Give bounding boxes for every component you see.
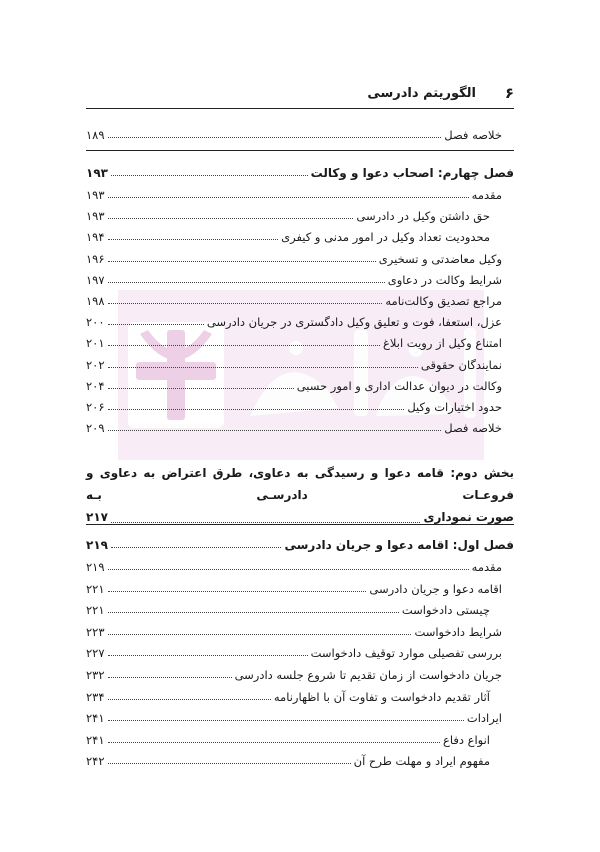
dot-leader xyxy=(108,137,442,138)
toc-entry-title: انواع دفاع xyxy=(442,732,490,747)
toc-entry-title: بررسی تفصیلی موارد توقیف دادخواست xyxy=(310,646,502,661)
page-header xyxy=(86,82,514,109)
toc-page-number: ۲۱۹ xyxy=(86,560,105,574)
toc-row xyxy=(86,224,514,244)
toc-entry-title: شرایط وکالت در دعاوی xyxy=(387,272,502,287)
toc-entry-title: آثار تقدیم دادخواست و تفاوت آن با اظهارنامه xyxy=(273,689,490,704)
toc-page-number: ۱۹۳ xyxy=(86,209,105,224)
toc-entry-title: امتناع وکیل از رویت ابلاغ xyxy=(383,336,502,351)
toc-row xyxy=(86,576,514,596)
toc-page-number: ۲۰۴ xyxy=(86,378,105,393)
toc-page-number: ۱۹۳ xyxy=(86,166,108,180)
toc-page-number: ۱۹۳ xyxy=(86,188,105,202)
toc-page-number: ۲۳۴ xyxy=(86,689,105,704)
toc-row xyxy=(86,352,514,372)
dot-leader xyxy=(111,522,421,523)
toc-page-number: ۲۰۹ xyxy=(86,421,105,436)
dot-leader xyxy=(108,430,442,431)
toc-row xyxy=(86,267,514,287)
toc-page-number: ۲۰۲ xyxy=(86,357,105,372)
toc-page-number: ۲۰۰ xyxy=(86,315,105,330)
toc-row xyxy=(86,554,514,574)
toc-page-number: ۲۰۱ xyxy=(86,336,105,351)
toc-row xyxy=(86,246,514,266)
dot-leader xyxy=(108,282,385,283)
dot-leader xyxy=(108,569,469,570)
toc-entry-title: ایرادات xyxy=(466,711,502,726)
dot-leader xyxy=(108,324,204,325)
dot-leader xyxy=(108,367,418,368)
dot-leader xyxy=(108,409,405,410)
toc-page-number: ۱۹۴ xyxy=(86,230,105,245)
toc-entry-title: چیستی دادخواست xyxy=(401,603,490,618)
toc-row xyxy=(86,309,514,329)
toc-entry-title: فصل اول: اقامه دعوا و جریان دادرسی xyxy=(284,538,514,552)
toc-row xyxy=(86,748,514,768)
toc-row xyxy=(86,122,514,142)
toc-entry-title: وکیل معاضدتی و تسخیری xyxy=(378,251,502,266)
toc-page-number: ۲۲۷ xyxy=(86,646,105,661)
toc-entry-title: مقدمه xyxy=(471,188,502,202)
toc-page-number: ۲۲۱ xyxy=(86,603,105,618)
toc-entry-title: شرایط دادخواست xyxy=(414,624,502,639)
toc-page-number: ۲۲۱ xyxy=(86,581,105,596)
toc-entry-title: اقامه دعوا و جریان دادرسی xyxy=(369,581,502,596)
dot-leader xyxy=(108,591,367,592)
toc-row xyxy=(86,394,514,414)
dot-leader xyxy=(108,239,279,240)
toc-row xyxy=(86,727,514,747)
dot-leader xyxy=(108,303,383,304)
toc-entry-title: عزل، استعفا، فوت و تعلیق وکیل دادگستری در جریان دادرسی xyxy=(206,315,502,330)
dot-leader xyxy=(111,547,281,548)
toc-page-number: ۲۴۲ xyxy=(86,754,105,769)
toc-page-number: ۲۲۳ xyxy=(86,624,105,639)
part-title-line2-row xyxy=(86,506,514,528)
toc-entry-title: مقدمه xyxy=(471,560,502,574)
toc-page-number: ۲۴۱ xyxy=(86,732,105,747)
page-number: ۶ xyxy=(504,84,514,102)
toc-page-number: ۲۳۲ xyxy=(86,668,105,682)
toc-row xyxy=(86,619,514,639)
toc-entry-title: فصل چهارم: اصحاب دعوا و وکالت xyxy=(310,166,514,180)
toc-row xyxy=(86,597,514,617)
toc-page-number: ۲۰۶ xyxy=(86,400,105,414)
toc-row xyxy=(86,182,514,202)
toc-page-number: ۲۱۹ xyxy=(86,538,108,552)
section-divider xyxy=(86,150,514,151)
part-title-line1: بخش دوم: قامه دعوا و رسیدگی به دعاوی، طرق اعتراض به دعاوی و فروعـات دادرسـی بـه xyxy=(86,466,514,502)
toc-entry-title: وکالت در دیوان عدالت اداری و امور حسبی xyxy=(296,378,502,393)
dot-leader xyxy=(108,699,271,700)
part-page-number: ۲۱۷ xyxy=(86,510,108,524)
toc-row xyxy=(86,373,514,393)
toc-row xyxy=(86,203,514,223)
dot-leader xyxy=(108,720,464,721)
toc-row xyxy=(86,705,514,725)
toc-row xyxy=(86,684,514,704)
toc-entry-title: خلاصه فصل xyxy=(444,128,502,142)
dot-leader xyxy=(108,345,381,346)
toc-chapter-row xyxy=(86,160,514,180)
toc-entry-title: مفهوم ایراد و مهلت طرح آن xyxy=(353,754,490,769)
toc-row xyxy=(86,415,514,435)
toc-entry-title: جریان دادخواست از زمان تقدیم تا شروع جلسه دادرسی xyxy=(234,668,502,682)
toc-entry-title: مراجع تصدیق وکالت‌نامه xyxy=(385,294,502,308)
toc-chapter-row xyxy=(86,532,514,552)
toc-page-number: ۱۹۸ xyxy=(86,294,105,308)
dot-leader xyxy=(108,261,376,262)
toc-row xyxy=(86,288,514,308)
toc-entry-title: خلاصه فصل xyxy=(444,421,502,436)
toc-entry-title: حدود اختیارات وکیل xyxy=(407,400,502,414)
running-title: الگوریتم دادرسی xyxy=(367,86,476,101)
dot-leader xyxy=(108,197,469,198)
dot-leader xyxy=(111,175,308,176)
dot-leader xyxy=(108,388,294,389)
toc-row xyxy=(86,640,514,660)
toc-page-number: ۲۴۱ xyxy=(86,711,105,726)
dot-leader xyxy=(108,763,351,764)
toc-row xyxy=(86,330,514,350)
toc-entry-title: حق داشتن وکیل در دادرسی xyxy=(356,209,490,224)
part-title-line2: صورت نموداری xyxy=(423,510,514,524)
toc-entry-title: نمایندگان حقوقی xyxy=(420,357,502,372)
toc-page-number: ۱۸۹ xyxy=(86,128,105,142)
dot-leader xyxy=(108,634,412,635)
toc-row xyxy=(86,662,514,682)
dot-leader xyxy=(108,677,232,678)
toc-page-number: ۱۹۶ xyxy=(86,251,105,266)
toc-entry-title: محدودیت تعداد وکیل در امور مدنی و کیفری xyxy=(281,230,490,245)
toc-part-heading xyxy=(86,462,514,524)
toc-page-number: ۱۹۷ xyxy=(86,272,105,287)
dot-leader xyxy=(108,218,354,219)
dot-leader xyxy=(108,612,399,613)
dot-leader xyxy=(108,655,308,656)
dot-leader xyxy=(108,742,440,743)
